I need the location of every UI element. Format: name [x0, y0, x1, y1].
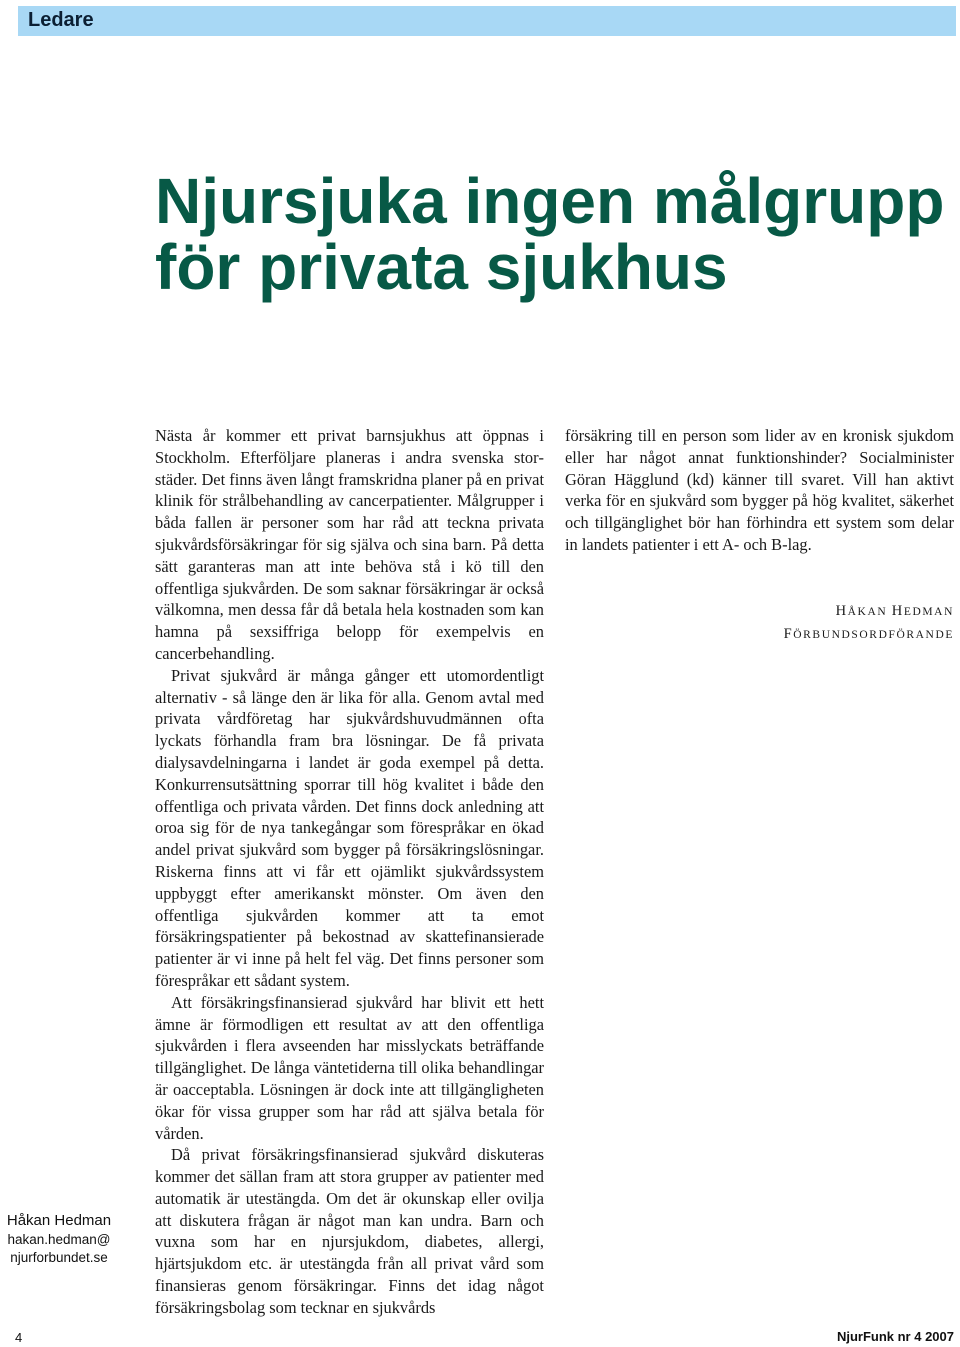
page-number: 4	[15, 1330, 23, 1345]
signature-role: FÖRBUNDSORDFÖRANDE	[783, 626, 954, 642]
body-paragraph: Nästa år kommer ett privat barnsjukhus att öppnas i Stockholm. Efterföljare planeras i andra svenska storstäder. Det finns även långt framskridna planer på en privat klinik för strålbehandling av cancerpatienter. Målgrupper i båda fallen är personer som har råd att teckna privata sjukvårdsförsäkringar för sig själva och sina barn. På detta sätt garanteras man att inte behöva stå i kö till den offentliga sjukvården. De som saknar försäkringar är också välkomna, men dessa får då betala hela kostnaden som kan hamna på sexsiffriga belopp för exempelvis en cancerbehandling.	[155, 426, 544, 663]
article-title	[155, 165, 945, 303]
section-label: Ledare	[28, 9, 94, 31]
article-title-line-1: Njursjuka ingen målgrupp	[155, 165, 945, 237]
body-paragraph: Då privat försäkringsfinansierad sjukvård diskuteras kommer det sällan fram att stora grupper av patienter med automatik är utestängda. Om det är okunskap eller ovilja att diskutera frågan är något man kan undra. Barn och vuxna som har en njursjukdom, diabetes, allergi, hjärtsjukdom etc. är utestängda från all privat vård som finansieras genom försäkringar. Finns det idag något försäkringsbolag som tecknar en sjukvårds	[155, 1145, 544, 1317]
body-paragraph: försäkring till en person som lider av en kronisk sjukdom eller har något annat funktionshinder? Socialminister Göran Hägglund (kd) känner till svaret. Vill han aktivt verka för en sjukvård som bygger på hög kvalitet, säkerhet och tillgänglighet bör han förhindra ett system som delar in landets patienter i ett A- och B-lag.	[565, 426, 954, 554]
article-body-right-column	[565, 425, 954, 556]
magazine-issue: NjurFunk nr 4 2007	[836, 1329, 954, 1344]
author-email-line-2: njurforbundet.se	[10, 1250, 108, 1265]
article-body-left-column	[155, 425, 544, 1319]
body-paragraph: Privat sjukvård är många gånger ett utomordentligt alternativ - så länge den är lika för alla. Genom avtal med privata vårdföretag har sjukvårdshuvudmännen ofta lyckats förhandla fram bra lösningar. De få privata dialysavdelningarna i landet är goda exempel på detta. Konkurrensutsättning sporrar till hög kvalitet i både den offentliga och privata vården. Det finns dock anledning att oroa sig för de nya tankegångar som förespråkar en ökad andel privat sjukvård som bygger på försäkringslösningar. Riskerna finns att vi får ett ojämlikt sjukvårdssystem uppbyggt efter amerikanskt mönster. Om även den offentliga sjukvården kommer att ta emot försäkringspatienter på bekostnad av skattefinansierade patienter är vi inne på helt fel väg. Det finns personer som förespråkar ett sådant system.	[155, 665, 544, 990]
signature-block	[574, 600, 954, 646]
body-paragraph: Att försäkringsfinansierad sjukvård har blivit ett hett ämne är förmodligen ett resultat av att den offentliga sjukvården i flera avseenden har misslyckats beträffande tillgänglighet. De långa väntetiderna till olika behandlingar är oacceptabla. Lösningen är dock inte att tillgängligheten ökar för vissa grupper som har råd att själva betala för vården.	[155, 992, 544, 1143]
section-header-bar	[18, 6, 956, 36]
author-contact	[0, 1211, 118, 1267]
author-email-line-1: hakan.hedman@	[7, 1232, 111, 1247]
article-title-line-2: för privata sjukhus	[155, 231, 728, 303]
author-name: Håkan Hedman	[6, 1212, 112, 1229]
signature-name: HÅKAN HEDMAN	[835, 603, 954, 619]
